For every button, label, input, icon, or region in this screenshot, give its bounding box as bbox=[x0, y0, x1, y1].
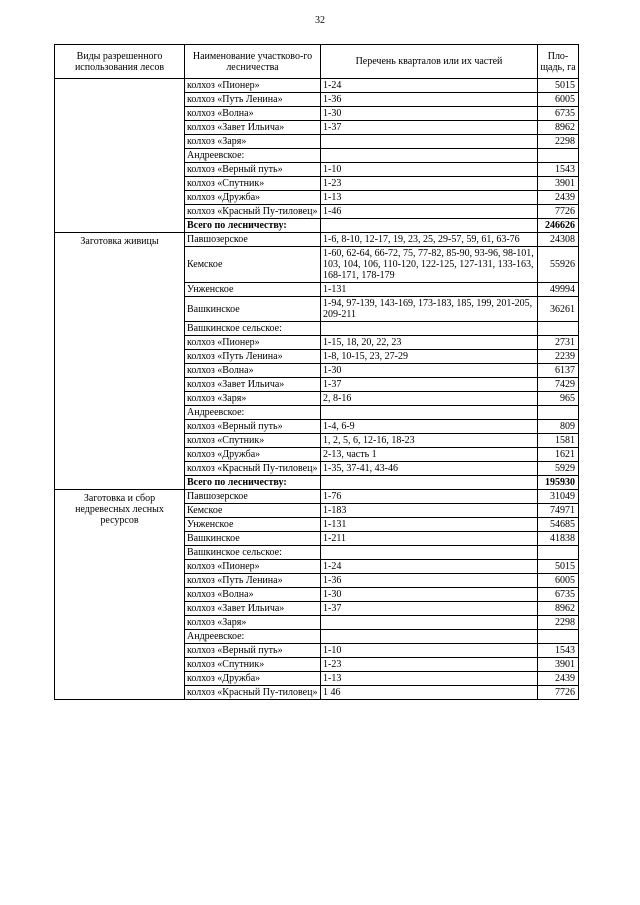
forest-use-table bbox=[54, 44, 579, 700]
forestry-name-cell: Андреевское: bbox=[185, 406, 321, 420]
header-use-type: Виды разрешенного использования лесов bbox=[55, 45, 185, 79]
quarters-cell: 1-36 bbox=[321, 93, 538, 107]
quarters-cell: 1-76 bbox=[321, 490, 538, 504]
table-row bbox=[55, 490, 579, 504]
quarters-cell: 1-46 bbox=[321, 205, 538, 219]
area-cell: 6137 bbox=[538, 364, 579, 378]
area-cell: 31049 bbox=[538, 490, 579, 504]
forestry-name-cell: колхоз «Верный путь» bbox=[185, 644, 321, 658]
quarters-cell: 1-8, 10-15, 23, 27-29 bbox=[321, 350, 538, 364]
area-cell: 6735 bbox=[538, 588, 579, 602]
total-area-cell: 246626 bbox=[538, 219, 579, 233]
forestry-name-cell: колхоз «Красный Пу-тиловец» bbox=[185, 462, 321, 476]
area-cell bbox=[538, 322, 579, 336]
quarters-cell: 1-36 bbox=[321, 574, 538, 588]
forestry-name-cell: колхоз «Красный Пу-тиловец» bbox=[185, 205, 321, 219]
use-type-cell: Заготовка живицы bbox=[55, 233, 185, 490]
area-cell bbox=[538, 149, 579, 163]
area-cell: 2731 bbox=[538, 336, 579, 350]
quarters-cell: 1-13 bbox=[321, 191, 538, 205]
forestry-name-cell: колхоз «Волна» bbox=[185, 107, 321, 121]
quarters-cell: 1-35, 37-41, 43-46 bbox=[321, 462, 538, 476]
header-area: Пло-щадь, га bbox=[538, 45, 579, 79]
quarters-cell: 1-23 bbox=[321, 658, 538, 672]
area-cell: 2298 bbox=[538, 616, 579, 630]
quarters-cell: 2, 8-16 bbox=[321, 392, 538, 406]
table-header bbox=[55, 45, 579, 79]
total-label: Всего по лесничеству: bbox=[185, 476, 321, 490]
forestry-name-cell: колхоз «Заря» bbox=[185, 135, 321, 149]
forestry-name-cell: Андреевское: bbox=[185, 630, 321, 644]
header-quarters: Перечень кварталов или их частей bbox=[321, 45, 538, 79]
quarters-cell bbox=[321, 630, 538, 644]
quarters-cell: 1, 2, 5, 6, 12-16, 18-23 bbox=[321, 434, 538, 448]
area-cell: 54685 bbox=[538, 518, 579, 532]
area-cell: 2439 bbox=[538, 191, 579, 205]
forestry-name-cell: колхоз «Пионер» bbox=[185, 336, 321, 350]
quarters-cell: 1-30 bbox=[321, 364, 538, 378]
forestry-name-cell: колхоз «Спутник» bbox=[185, 434, 321, 448]
area-cell: 5015 bbox=[538, 79, 579, 93]
area-cell: 1621 bbox=[538, 448, 579, 462]
area-cell: 41838 bbox=[538, 532, 579, 546]
quarters-cell: 1-94, 97-139, 143-169, 173-183, 185, 199, 201-205, 209-211 bbox=[321, 297, 538, 322]
quarters-cell: 1-10 bbox=[321, 163, 538, 177]
table-body bbox=[55, 79, 579, 700]
forestry-name-cell: колхоз «Волна» bbox=[185, 588, 321, 602]
forestry-name-cell: Кемское bbox=[185, 504, 321, 518]
forestry-name-cell: Кемское bbox=[185, 247, 321, 283]
quarters-cell bbox=[321, 322, 538, 336]
quarters-cell: 1-37 bbox=[321, 602, 538, 616]
forestry-name-cell: колхоз «Спутник» bbox=[185, 177, 321, 191]
quarters-cell: 1-131 bbox=[321, 518, 538, 532]
quarters-cell: 1-30 bbox=[321, 588, 538, 602]
quarters-cell: 1-30 bbox=[321, 107, 538, 121]
forestry-name-cell: колхоз «Завет Ильича» bbox=[185, 602, 321, 616]
area-cell: 7726 bbox=[538, 205, 579, 219]
forestry-name-cell: Вашкинское bbox=[185, 532, 321, 546]
table-row bbox=[55, 233, 579, 247]
total-label: Всего по лесничеству: bbox=[185, 219, 321, 233]
use-type-cell bbox=[55, 79, 185, 233]
quarters-cell: 1-60, 62-64, 66-72, 75, 77-82, 85-90, 93-96, 98-101, 103, 104, 106, 110-120, 122-125, 127-131, 133-163, 168-171, 178-179 bbox=[321, 247, 538, 283]
forestry-name-cell: колхоз «Пионер» bbox=[185, 79, 321, 93]
forestry-name-cell: колхоз «Волна» bbox=[185, 364, 321, 378]
quarters-cell: 1-183 bbox=[321, 504, 538, 518]
quarters-cell bbox=[321, 476, 538, 490]
area-cell: 2439 bbox=[538, 672, 579, 686]
quarters-cell: 1-37 bbox=[321, 121, 538, 135]
area-cell: 24308 bbox=[538, 233, 579, 247]
forestry-name-cell: колхоз «Завет Ильича» bbox=[185, 378, 321, 392]
forestry-name-cell: колхоз «Путь Ленина» bbox=[185, 574, 321, 588]
quarters-cell bbox=[321, 406, 538, 420]
quarters-cell: 2-13, часть 1 bbox=[321, 448, 538, 462]
area-cell: 5015 bbox=[538, 560, 579, 574]
quarters-cell: 1-131 bbox=[321, 283, 538, 297]
quarters-cell: 1-4, 6-9 bbox=[321, 420, 538, 434]
quarters-cell: 1-15, 18, 20, 22, 23 bbox=[321, 336, 538, 350]
area-cell: 7429 bbox=[538, 378, 579, 392]
forestry-name-cell: Унженское bbox=[185, 283, 321, 297]
area-cell: 55926 bbox=[538, 247, 579, 283]
quarters-cell bbox=[321, 546, 538, 560]
table-row bbox=[55, 79, 579, 93]
page-number: 32 bbox=[315, 15, 325, 26]
total-area-cell: 195930 bbox=[538, 476, 579, 490]
forestry-name-cell: Унженское bbox=[185, 518, 321, 532]
area-cell: 8962 bbox=[538, 121, 579, 135]
area-cell: 1581 bbox=[538, 434, 579, 448]
quarters-cell: 1-6, 8-10, 12-17, 19, 23, 25, 29-57, 59, 61, 63-76 bbox=[321, 233, 538, 247]
quarters-cell: 1-13 bbox=[321, 672, 538, 686]
quarters-cell: 1-10 bbox=[321, 644, 538, 658]
area-cell: 3901 bbox=[538, 658, 579, 672]
forestry-name-cell: колхоз «Спутник» bbox=[185, 658, 321, 672]
area-cell: 3901 bbox=[538, 177, 579, 191]
forestry-name-cell: колхоз «Завет Ильича» bbox=[185, 121, 321, 135]
quarters-cell bbox=[321, 616, 538, 630]
quarters-cell bbox=[321, 149, 538, 163]
forestry-name-cell: Вашкинское сельское: bbox=[185, 322, 321, 336]
area-cell: 965 bbox=[538, 392, 579, 406]
area-cell bbox=[538, 546, 579, 560]
forestry-name-cell: колхоз «Заря» bbox=[185, 616, 321, 630]
quarters-cell bbox=[321, 135, 538, 149]
area-cell: 2239 bbox=[538, 350, 579, 364]
area-cell: 8962 bbox=[538, 602, 579, 616]
forestry-name-cell: колхоз «Красный Пу-тиловец» bbox=[185, 686, 321, 700]
quarters-cell: 1-37 bbox=[321, 378, 538, 392]
forestry-name-cell: колхоз «Заря» bbox=[185, 392, 321, 406]
forestry-name-cell: Павшозерское bbox=[185, 490, 321, 504]
quarters-cell: 1-24 bbox=[321, 79, 538, 93]
forestry-name-cell: колхоз «Дружба» bbox=[185, 448, 321, 462]
area-cell: 7726 bbox=[538, 686, 579, 700]
header-forestry-name: Наименование участково-го лесничества bbox=[185, 45, 321, 79]
forestry-name-cell: колхоз «Путь Ленина» bbox=[185, 93, 321, 107]
forestry-name-cell: Вашкинское bbox=[185, 297, 321, 322]
forestry-name-cell: колхоз «Путь Ленина» bbox=[185, 350, 321, 364]
quarters-cell: 1 46 bbox=[321, 686, 538, 700]
forestry-name-cell: колхоз «Верный путь» bbox=[185, 420, 321, 434]
forestry-name-cell: колхоз «Верный путь» bbox=[185, 163, 321, 177]
area-cell: 5929 bbox=[538, 462, 579, 476]
area-cell: 6005 bbox=[538, 574, 579, 588]
quarters-cell: 1-211 bbox=[321, 532, 538, 546]
area-cell bbox=[538, 406, 579, 420]
area-cell: 6735 bbox=[538, 107, 579, 121]
forestry-name-cell: колхоз «Дружба» bbox=[185, 191, 321, 205]
forestry-name-cell: колхоз «Пионер» bbox=[185, 560, 321, 574]
area-cell: 1543 bbox=[538, 644, 579, 658]
area-cell: 809 bbox=[538, 420, 579, 434]
area-cell: 1543 bbox=[538, 163, 579, 177]
quarters-cell: 1-23 bbox=[321, 177, 538, 191]
forestry-name-cell: Андреевское: bbox=[185, 149, 321, 163]
area-cell: 6005 bbox=[538, 93, 579, 107]
area-cell: 49994 bbox=[538, 283, 579, 297]
area-cell bbox=[538, 630, 579, 644]
forestry-name-cell: Павшозерское bbox=[185, 233, 321, 247]
forestry-name-cell: колхоз «Дружба» bbox=[185, 672, 321, 686]
area-cell: 2298 bbox=[538, 135, 579, 149]
use-type-cell: Заготовка и сбор недревесных лесных ресурсов bbox=[55, 490, 185, 700]
quarters-cell bbox=[321, 219, 538, 233]
area-cell: 74971 bbox=[538, 504, 579, 518]
quarters-cell: 1-24 bbox=[321, 560, 538, 574]
area-cell: 36261 bbox=[538, 297, 579, 322]
forestry-name-cell: Вашкинское сельское: bbox=[185, 546, 321, 560]
